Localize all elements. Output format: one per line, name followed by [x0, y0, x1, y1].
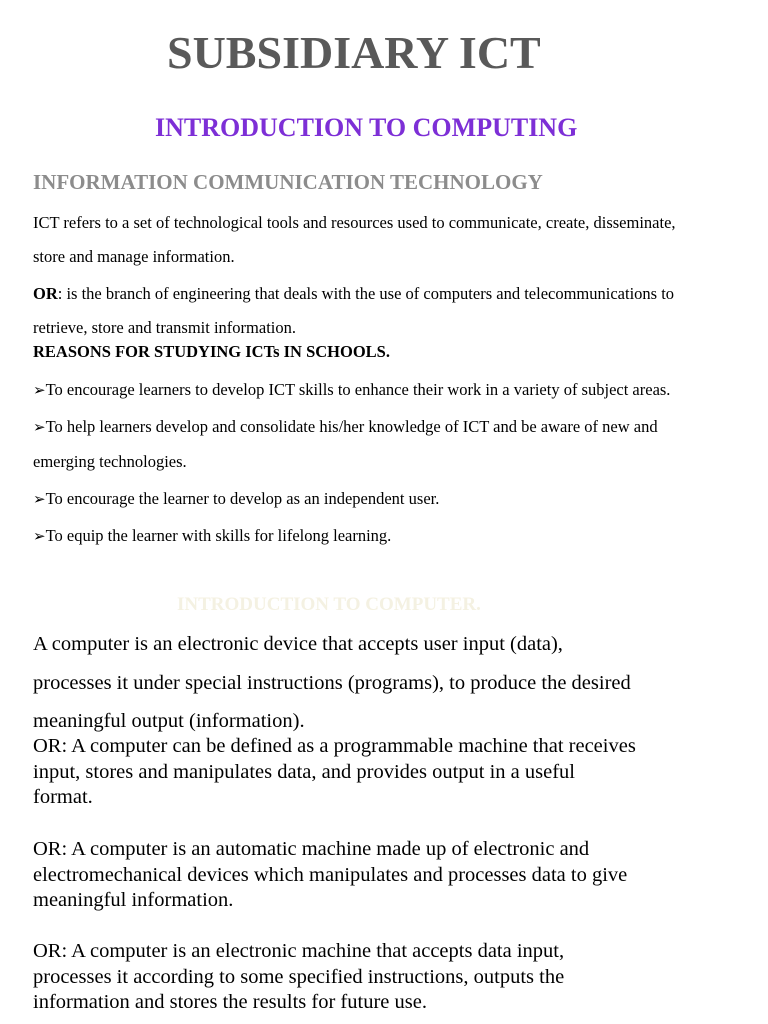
list-item	[33, 482, 733, 517]
paragraph-line: meaningful information.	[33, 889, 234, 911]
list-item	[33, 519, 733, 554]
list-item-text: To encourage learners to develop ICT skills to enhance their work in a variety of subject areas.	[45, 380, 671, 399]
ict-alt-definition-line: retrieve, store and transmit information.	[33, 318, 297, 337]
paragraph-line: processes it under special instructions (programs), to produce the desired	[33, 671, 631, 694]
ict-alt-definition-text: : is the branch of engineering that deals with the use of computers and telecommunications to	[57, 284, 675, 303]
alt-definition-paragraph	[33, 837, 713, 914]
reasons-heading: REASONS FOR STUDYING ICTs IN SCHOOLS.	[33, 342, 390, 361]
paragraph-line: meaningful output (information).	[33, 710, 305, 732]
alt-definition-paragraph	[33, 734, 713, 811]
paragraph-line: OR: A computer is an electronic machine that accepts data input,	[33, 940, 565, 962]
list-item-text: emerging technologies.	[33, 452, 187, 471]
list-item	[33, 373, 733, 408]
arrow-bullet-icon: ➢	[33, 529, 46, 545]
paragraph-line: format.	[33, 786, 93, 808]
ict-definition-paragraph	[33, 206, 733, 274]
alt-definition-paragraph	[33, 939, 713, 1016]
document-subtitle: INTRODUCTION TO COMPUTING	[155, 113, 578, 142]
section-heading: INFORMATION COMMUNICATION TECHNOLOGY	[33, 170, 543, 194]
list-item-text: To encourage the learner to develop as an independent user.	[45, 489, 440, 508]
list-item	[33, 410, 733, 479]
paragraph-line: OR: A computer is an automatic machine made up of electronic and	[33, 838, 590, 860]
paragraph-line: OR: A computer can be defined as a programmable machine that receives	[33, 735, 636, 757]
paragraph-line: input, stores and manipulates data, and provides output in a useful	[33, 760, 575, 783]
computer-heading: INTRODUCTION TO COMPUTER.	[177, 594, 481, 615]
paragraph-line: information and stores the results for future use.	[33, 991, 427, 1013]
list-item-text: To help learners develop and consolidate his/her knowledge of ICT and be aware of new and	[45, 417, 658, 436]
ict-definition-line: store and manage information.	[33, 247, 235, 266]
paragraph-line: electromechanical devices which manipulates and processes data to give	[33, 863, 628, 886]
arrow-bullet-icon: ➢	[33, 383, 46, 399]
ict-alt-definition-line	[33, 277, 733, 311]
paragraph-line: processes it according to some specified instructions, outputs the	[33, 965, 565, 988]
ict-alt-definition-paragraph	[33, 277, 733, 345]
paragraph-line: A computer is an electronic device that accepts user input (data),	[33, 633, 563, 655]
or-label: OR	[33, 284, 58, 303]
computer-definition-paragraph	[33, 625, 713, 741]
list-item-text: To equip the learner with skills for lifelong learning.	[45, 526, 392, 545]
ict-definition-line: ICT refers to a set of technological tools and resources used to communicate, create, disseminate,	[33, 213, 676, 232]
arrow-bullet-icon: ➢	[33, 420, 46, 436]
arrow-bullet-icon: ➢	[33, 492, 46, 508]
document-title: SUBSIDIARY ICT	[167, 27, 541, 78]
